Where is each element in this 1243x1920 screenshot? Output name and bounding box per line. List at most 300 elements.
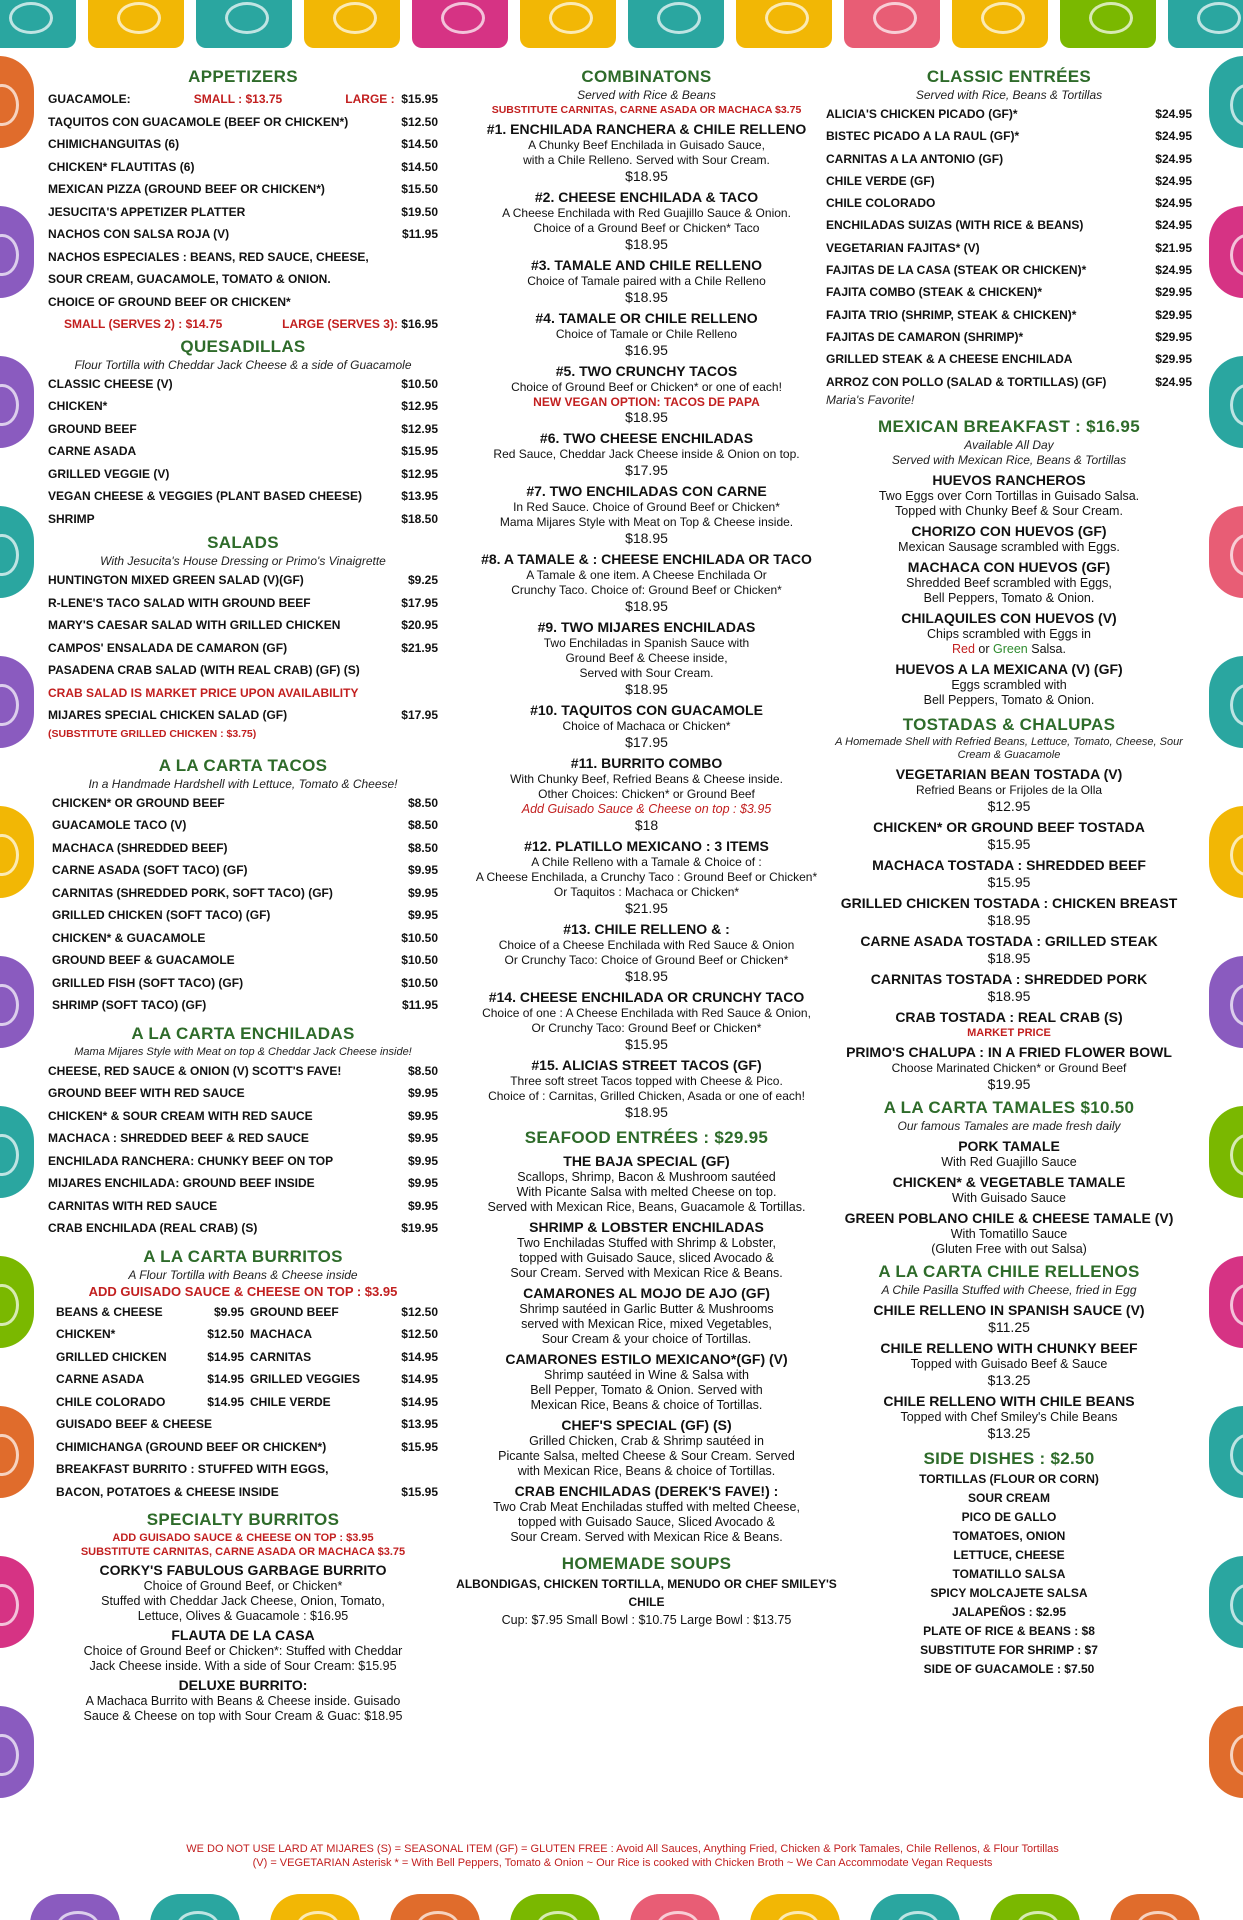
chile-rellenos-section: [826, 1261, 1192, 1442]
item-title: MACHACA CON HUEVOS (GF): [907, 558, 1111, 575]
item-description: A Chile Relleno with a Tamale & Choice of :: [531, 855, 762, 869]
tostadas-subtitle: A Homemade Shell with Refried Beans, Lettuce, Tomato, Cheese, Sour Cream & Guacamole: [835, 735, 1183, 761]
breakfast-sub-1: Available All Day: [964, 437, 1054, 452]
menu-item-row: [48, 201, 438, 224]
nachos-line-3: CHOICE OF GROUND BEEF OR CHICKEN*: [48, 294, 291, 309]
menu-item-row: [826, 192, 1192, 214]
burritos-list: [48, 1413, 438, 1503]
item-name: ENCHILADA RANCHERA: CHUNKY BEEF ON TOP: [48, 1153, 334, 1168]
item-description: Served with Mexican Rice, Beans, Guacamole & Tortillas.: [487, 1200, 806, 1214]
item-description: Sour Cream & your choice of Tortillas.: [541, 1332, 752, 1346]
item-description: Choice of Ground Beef or Chicken*: Stuffed with Cheddar: [83, 1644, 403, 1658]
tostadas-list: [826, 765, 1192, 1093]
enchiladas-list: [48, 1060, 438, 1240]
menu-item-row: [48, 133, 438, 156]
nachos-sizes-row: [48, 313, 438, 336]
classic-entrees-section: [826, 66, 1192, 408]
menu-item-block: [826, 894, 1192, 929]
menu-item-row: [52, 994, 438, 1017]
item-name: CARNITAS WITH RED SAUCE: [48, 1198, 218, 1213]
item-description: Lettuce, Olives & Guacamole : $16.95: [137, 1609, 349, 1623]
menu-item-row: [48, 1150, 438, 1173]
seafood-list: [444, 1152, 849, 1545]
sides-list: [826, 1470, 1192, 1679]
item-price: $29.95: [1155, 352, 1192, 367]
item-title: #8. A TAMALE & : CHEESE ENCHILADA OR TACO: [481, 551, 812, 567]
specialty-note-1: ADD GUISADO SAUCE & CHEESE ON TOP : $3.95: [112, 1532, 374, 1544]
menu-item-row: [52, 814, 438, 837]
item-description: Mama Mijares Style with Meat on Top & Cheese inside.: [499, 515, 794, 529]
menu-item-block: [444, 1152, 849, 1215]
menu-item-block: [826, 660, 1192, 708]
item-name: HUNTINGTON MIXED GREEN SALAD (V)(GF): [48, 573, 304, 587]
item-price: $9.95: [407, 1198, 438, 1213]
menu-item-block: [826, 1392, 1192, 1442]
item-price: $13.25: [987, 1424, 1031, 1441]
item-price: $18.95: [625, 168, 668, 184]
item-price: $20.95: [401, 618, 438, 632]
item-title: #15. ALICIAS STREET TACOS (GF): [531, 1057, 762, 1073]
item-title: CHILE RELLENO WITH CHILE BEANS: [883, 1392, 1135, 1409]
salsa-choice: [826, 642, 1192, 657]
item-name: CHICKEN*: [48, 399, 108, 413]
specialty-note-2: SUBSTITUTE CARNITAS, CARNE ASADA OR MACHACA $3.75: [80, 1546, 406, 1558]
menu-item-row: [48, 569, 438, 592]
menu-item-block: [444, 309, 849, 359]
item-description: Refried Beans or Frijoles de la Olla: [915, 782, 1103, 797]
item-title: GREEN POBLANO CHILE & CHEESE TAMALE (V): [844, 1209, 1174, 1226]
side-dish-item: JALAPEÑOS : $2.95: [951, 1604, 1067, 1619]
menu-item-row: [48, 111, 438, 134]
market-price: MARKET PRICE: [967, 1026, 1051, 1039]
item-title: HUEVOS RANCHEROS: [932, 471, 1086, 488]
burrito-name: CARNE ASADA: [56, 1372, 145, 1386]
item-title: PORK TAMALE: [958, 1137, 1060, 1154]
classic-list: [826, 103, 1192, 393]
specialty-heading: SPECIALTY BURRITOS: [146, 1510, 340, 1529]
item-price: $29.95: [1155, 285, 1192, 300]
rellenos-list: [826, 1301, 1192, 1442]
menu-item-block: [444, 1350, 849, 1413]
item-title: CRAB TOSTADA : REAL CRAB (S): [895, 1008, 1123, 1025]
papel-picado-right-border: [1199, 56, 1243, 1886]
item-title: CAMARONES ESTILO MEXICANO*(GF) (V): [505, 1351, 788, 1367]
item-price: $12.95: [401, 421, 438, 436]
item-description: A Tamale & one item. A Cheese Enchilada Or: [526, 568, 767, 582]
item-title: CHILE RELLENO IN SPANISH SAUCE (V): [873, 1301, 1145, 1318]
item-price: $9.95: [407, 1153, 438, 1168]
burrito-name: BEANS & CHEESE: [56, 1304, 163, 1319]
item-description: With Chunky Beef, Refried Beans & Cheese inside.: [510, 772, 783, 786]
combinations-subtitle: Served with Rice & Beans: [577, 88, 716, 102]
menu-item-row: [826, 304, 1192, 326]
item-price: $18.95: [625, 598, 668, 614]
papel-picado-left-border: [0, 56, 44, 1886]
menu-item-row: [52, 859, 438, 882]
item-price: $24.95: [1155, 196, 1192, 211]
item-description: Choice of : Carnitas, Grilled Chicken, Asada or one of each!: [488, 1089, 805, 1103]
item-title: CAMARONES AL MOJO DE AJO (GF): [523, 1285, 770, 1301]
menu-item-block: [826, 1043, 1192, 1093]
item-title: #12. PLATILLO MEXICANO : 3 ITEMS: [524, 838, 769, 854]
item-description: topped with Guisado Sauce, sliced Avocado &: [519, 1251, 774, 1265]
item-name: CARNITAS (SHREDDED PORK, SOFT TACO) (GF): [52, 885, 333, 900]
item-title: #1. ENCHILADA RANCHERA & CHILE RELLENO: [486, 121, 807, 137]
nachos-line-2: SOUR CREAM, GUACAMOLE, TOMATO & ONION.: [48, 272, 331, 286]
item-title: #9. TWO MIJARES ENCHILADAS: [537, 619, 756, 635]
menu-item-block: [444, 120, 849, 185]
menu-item-row: [52, 949, 438, 972]
item-description: Sour Cream. Served with Mexican Rice & Beans.: [510, 1266, 783, 1280]
item-price: $18.95: [625, 409, 668, 425]
menu-column-right: [826, 66, 1192, 1679]
item-name: GUACAMOLE TACO (V): [52, 818, 187, 832]
item-title: CARNE ASADA TOSTADA : GRILLED STEAK: [860, 932, 1158, 949]
item-description: topped with Guisado Sauce, Sliced Avocado &: [518, 1515, 775, 1529]
item-description: Jack Cheese inside. With a side of Sour Cream: $15.95: [89, 1659, 397, 1673]
item-description: Two Crab Meat Enchiladas stuffed with melted Cheese,: [493, 1500, 800, 1514]
item-price: $24.95: [1155, 263, 1192, 278]
item-price: $10.50: [401, 376, 438, 391]
side-dish-item: TOMATILLO SALSA: [952, 1566, 1066, 1581]
item-name: CHILE COLORADO: [826, 196, 936, 211]
menu-item-block: [826, 558, 1192, 606]
item-price: $9.95: [407, 1131, 438, 1145]
classic-subtitle: Served with Rice, Beans & Tortillas: [915, 88, 1103, 102]
item-name: NACHOS CON SALSA ROJA (V): [48, 227, 230, 241]
item-name: CHEESE, RED SAUCE & ONION (V) SCOTT'S FAVE!: [48, 1063, 342, 1078]
item-title: CHORIZO CON HUEVOS (GF): [911, 522, 1107, 539]
tostadas-section: [826, 714, 1192, 1093]
appetizers-section: [48, 66, 438, 336]
item-price: $16.95: [625, 342, 668, 358]
item-title: CARNITAS TOSTADA : SHREDDED PORK: [870, 970, 1148, 987]
burrito-price: $14.95: [401, 1349, 438, 1364]
menu-footer: [80, 1842, 1165, 1870]
burrito-price: $14.95: [207, 1372, 244, 1386]
item-name: JESUCITA'S APPETIZER PLATTER: [48, 204, 246, 219]
item-description: Shrimp sautéed in Garlic Butter & Mushrooms: [519, 1302, 774, 1316]
substitute-chicken-note: (SUBSTITUTE GRILLED CHICKEN : $3.75): [48, 727, 257, 740]
item-price: $18.95: [625, 236, 668, 252]
item-description: With Red Guajillo Sauce: [941, 1154, 1077, 1169]
item-name: GROUND BEEF WITH RED SAUCE: [48, 1086, 245, 1100]
item-title: #13. CHILE RELLENO & :: [563, 921, 730, 937]
item-description: with Mexican Rice, Beans & choice of Tortillas.: [517, 1464, 776, 1478]
item-price: $18.95: [625, 289, 668, 305]
menu-item-block: [444, 618, 849, 698]
red-salsa: Red: [952, 641, 975, 656]
item-description: Topped with Chunky Beef & Sour Cream.: [895, 503, 1123, 518]
soups-prices: Cup: $7.95 Small Bowl : $10.75 Large Bowl : $13.75: [501, 1613, 792, 1627]
item-name: ARROZ CON POLLO (SALAD & TORTILLAS) (GF): [826, 374, 1107, 389]
menu-item-block: [826, 932, 1192, 967]
menu-item-row: [48, 395, 438, 418]
item-name: GROUND BEEF & GUACAMOLE: [52, 953, 235, 967]
item-name: CAMPOS' ENSALADA DE CAMARON (GF): [48, 640, 288, 655]
item-description: A Cheese Enchilada, a Crunchy Taco : Ground Beef or Chicken*: [475, 870, 818, 884]
item-price: $18.50: [401, 511, 438, 526]
item-name: VEGAN CHEESE & VEGGIES (PLANT BASED CHEESE): [48, 489, 363, 503]
item-price: $8.50: [407, 795, 438, 810]
menu-item-block: [444, 988, 849, 1053]
menu-item-row: [48, 1105, 438, 1128]
menu-item-block: [48, 1626, 438, 1674]
item-description: Shrimp sautéed in Wine & Salsa with: [544, 1368, 749, 1382]
item-description: Three soft street Tacos topped with Cheese & Pico.: [510, 1074, 783, 1088]
item-price: $11.95: [401, 998, 438, 1012]
item-price: $15.95: [987, 835, 1031, 852]
or-text: or: [974, 641, 994, 656]
item-description: Picante Salsa, melted Cheese & Sour Cream. Served: [498, 1449, 795, 1463]
item-price: $12.50: [401, 114, 438, 129]
menu-item-block: [444, 920, 849, 985]
menu-item-row: [826, 170, 1192, 192]
guac-large-label: LARGE :: [345, 92, 395, 106]
item-description: Or Crunchy Taco: Ground Beef or Chicken*: [531, 1021, 762, 1035]
menu-item-block: [444, 550, 849, 615]
menu-item-block: [826, 765, 1192, 815]
burritos-subtitle: A Flour Tortilla with Beans & Cheese inside: [128, 1267, 358, 1282]
item-description: Grilled Chicken, Crab & Shrimp sautéed in: [529, 1434, 764, 1448]
menu-item-row: [48, 659, 438, 682]
item-name: FAJITA TRIO (SHRIMP, STEAK & CHICKEN)*: [826, 307, 1077, 322]
item-name: ENCHILADAS SUIZAS (WITH RICE & BEANS): [826, 218, 1084, 233]
item-description: Two Enchiladas in Spanish Sauce with: [543, 636, 750, 650]
item-name: CARNE ASADA (SOFT TACO) (GF): [52, 863, 248, 877]
menu-column-middle: [444, 66, 849, 1629]
item-price: $24.95: [1155, 218, 1192, 233]
item-description: Choice of a Cheese Enchilada with Red Sauce & Onion: [498, 938, 795, 952]
item-title: #6. TWO CHEESE ENCHILADAS: [539, 430, 754, 446]
item-price: $9.95: [407, 863, 438, 877]
green-salsa: Green: [993, 641, 1028, 656]
item-description: Or Crunchy Taco: Choice of Ground Beef or Chicken*: [504, 953, 789, 967]
menu-item-row: [48, 1060, 438, 1083]
item-name: TAQUITOS CON GUACAMOLE (BEEF OR CHICKEN*): [48, 114, 349, 129]
item-price: $13.95: [401, 1417, 438, 1431]
item-description: Red Sauce, Cheddar Jack Cheese inside & Onion on top.: [493, 447, 800, 461]
menu-item-row: [48, 508, 438, 531]
burrito-name: CHILE COLORADO: [56, 1394, 166, 1409]
enchiladas-section: [48, 1023, 438, 1240]
menu-item-row: [48, 485, 438, 508]
item-price: $17.95: [625, 734, 668, 750]
item-title: CRAB ENCHILADAS (DEREK'S FAVE!) :: [514, 1483, 779, 1499]
item-name: GROUND BEEF: [48, 421, 137, 436]
item-name: CHIMICHANGA (GROUND BEEF OR CHICKEN*): [56, 1439, 327, 1454]
item-name: GUISADO BEEF & CHEESE: [56, 1417, 213, 1431]
item-price: $21.95: [625, 900, 668, 916]
item-title: FLAUTA DE LA CASA: [171, 1627, 315, 1643]
item-description: with a Chile Relleno. Served with Sour Cream.: [523, 153, 770, 167]
burrito-price: $14.95: [401, 1394, 438, 1409]
item-title: #2. CHEESE ENCHILADA & TACO: [534, 189, 759, 205]
item-name: CLASSIC CHEESE (V): [48, 376, 173, 391]
item-price: $15.95: [401, 1484, 438, 1499]
burritos-grid: [48, 1301, 438, 1414]
item-name: CARNITAS A LA ANTONIO (GF): [826, 151, 1004, 166]
menu-item-row: [826, 237, 1192, 259]
combinations-note: SUBSTITUTE CARNITAS, CARNE ASADA OR MACHACA $3.75: [491, 104, 802, 116]
item-price: $18.95: [625, 968, 668, 984]
item-description: Choice of Ground Beef or Chicken* or one of each!: [511, 380, 782, 394]
item-name: GUACAMOLE:: [48, 92, 131, 106]
item-description: Chips scrambled with Eggs in: [927, 626, 1091, 641]
item-title: PRIMO'S CHALUPA : IN A FRIED FLOWER BOWL: [846, 1043, 1172, 1060]
menu-item-block: [444, 1056, 849, 1121]
item-description: Ground Beef & Cheese inside,: [565, 651, 728, 665]
item-price: $15.95: [401, 444, 438, 458]
item-title: #10. TAQUITOS CON GUACAMOLE: [530, 702, 763, 718]
item-title: #14. CHEESE ENCHILADA OR CRUNCHY TACO: [488, 989, 805, 1005]
breakfast-heading: MEXICAN BREAKFAST : $16.95: [878, 416, 1140, 436]
item-price: $10.50: [401, 975, 438, 990]
menu-item-row: [826, 148, 1192, 170]
item-name: ALICIA'S CHICKEN PICADO (GF)*: [826, 107, 1018, 121]
item-title: SHRIMP & LOBSTER ENCHILADAS: [529, 1219, 764, 1235]
item-name: VEGETARIAN FAJITAS* (V): [826, 240, 980, 255]
burrito-name: CHILE VERDE: [250, 1394, 331, 1409]
menu-item-block: [444, 429, 849, 479]
appetizers-list: [48, 111, 438, 246]
item-title: #7. TWO ENCHILADAS CON CARNE: [526, 483, 767, 499]
item-description: Choice of one : A Cheese Enchilada with Red Sauce & Onion,: [482, 1006, 811, 1020]
side-dish-item: TOMATOES, ONION: [952, 1528, 1066, 1543]
menu-item-row: [826, 371, 1192, 393]
item-price: $12.95: [987, 797, 1031, 814]
menu-item-row: [48, 1195, 438, 1218]
burrito-price: $12.50: [207, 1327, 244, 1341]
tamales-subtitle: Our famous Tamales are made fresh daily: [897, 1118, 1121, 1133]
item-price: $19.95: [987, 1075, 1031, 1092]
enchiladas-subtitle: Mama Mijares Style with Meat on top & Cheddar Jack Cheese inside!: [74, 1045, 412, 1058]
item-title: CHICKEN* & VEGETABLE TAMALE: [892, 1173, 1126, 1190]
tacos-section: [48, 755, 438, 1017]
item-price: $19.50: [401, 204, 438, 219]
tamales-section: [826, 1097, 1192, 1257]
menu-item-row: [826, 214, 1192, 236]
item-title: CHILAQUILES CON HUEVOS (V): [901, 609, 1117, 626]
item-title: #11. BURRITO COMBO: [570, 755, 723, 771]
item-title: VEGETARIAN BEAN TOSTADA (V): [895, 765, 1123, 782]
item-description: Choice of Ground Beef, or Chicken*: [143, 1579, 343, 1593]
item-description: Sauce & Cheese on top with Sour Cream & Guac: $18.95: [83, 1709, 403, 1723]
menu-item-block: [826, 1301, 1192, 1336]
menu-item-row: [56, 1458, 438, 1481]
item-title: GRILLED CHICKEN TOSTADA : CHICKEN BREAST: [840, 894, 1178, 911]
menu-item-row: [52, 882, 438, 905]
menu-item-block: [826, 1209, 1192, 1257]
side-dish-item: PICO DE GALLO: [961, 1509, 1057, 1524]
burrito-price: $9.95: [213, 1304, 244, 1319]
item-description: Choose Marinated Chicken* or Ground Beef: [891, 1060, 1127, 1075]
item-description: Choice of Machaca or Chicken*: [562, 719, 731, 733]
menu-item-row: [52, 837, 438, 860]
item-name: MEXICAN PIZZA (GROUND BEEF OR CHICKEN*): [48, 182, 325, 196]
item-name: GRILLED FISH (SOFT TACO) (GF): [52, 975, 244, 990]
item-price: $18.95: [987, 911, 1031, 928]
soups-list: ALBONDIGAS, CHICKEN TORTILLA, MENUDO OR CHEF SMILEY'S CHILE: [456, 1577, 837, 1609]
burrito-price: $12.50: [401, 1327, 438, 1341]
item-price: $18.95: [987, 949, 1031, 966]
side-dish-item: SPICY MOLCAJETE SALSA: [930, 1585, 1088, 1600]
item-name: GRILLED VEGGIE (V): [48, 466, 170, 481]
burrito-name: CHICKEN*: [56, 1327, 116, 1341]
menu-item-row: [48, 592, 438, 615]
item-description: Scallops, Shrimp, Bacon & Mushroom sautéed: [517, 1170, 776, 1184]
item-description: Choice of a Ground Beef or Chicken* Taco: [533, 221, 760, 235]
guac-small-price: SMALL : $13.75: [193, 92, 283, 106]
item-price: $15.95: [987, 873, 1031, 890]
item-description: Two Eggs over Corn Tortillas in Guisado Salsa.: [878, 488, 1140, 503]
item-name: GRILLED STEAK & A CHEESE ENCHILADA: [826, 352, 1073, 367]
item-name: MACHACA (SHREDDED BEEF): [52, 840, 228, 855]
burrito-price: $14.95: [207, 1349, 244, 1364]
item-name: CHILE VERDE (GF): [826, 173, 935, 188]
menu-item-row: [826, 125, 1192, 147]
item-name: MARY'S CAESAR SALAD WITH GRILLED CHICKEN: [48, 618, 341, 632]
salads-list: [48, 569, 438, 682]
item-description: Served with Sour Cream.: [579, 666, 714, 680]
item-price: $11.95: [401, 227, 438, 241]
item-description: A Machaca Burrito with Beans & Cheese inside. Guisado: [85, 1694, 401, 1708]
menu-item-row: [48, 1082, 438, 1105]
item-title: MACHACA TOSTADA : SHREDDED BEEF: [872, 856, 1146, 873]
menu-item-block: [444, 1218, 849, 1281]
enchiladas-heading: A LA CARTA ENCHILADAS: [131, 1023, 355, 1043]
item-description: Mexican Sausage scrambled with Eggs.: [898, 539, 1120, 554]
item-price: $24.95: [1155, 151, 1192, 166]
item-name: CHICKEN* FLAUTITAS (6): [48, 159, 195, 174]
item-description: Topped with Chef Smiley's Chile Beans: [900, 1409, 1118, 1424]
menu-item-row: [826, 281, 1192, 303]
menu-item-block: [444, 256, 849, 306]
burrito-name: GROUND BEEF: [250, 1304, 339, 1319]
item-description: With Tomatillo Sauce: [950, 1226, 1068, 1241]
item-price: $29.95: [1155, 307, 1192, 322]
item-name: SHRIMP (SOFT TACO) (GF): [52, 998, 207, 1012]
soups-heading: HOMEMADE SOUPS: [561, 1554, 732, 1573]
salads-section: [48, 532, 438, 741]
menu-item-row: [48, 614, 438, 637]
item-description: Bell Pepper, Tomato & Onion. Served with: [530, 1383, 763, 1397]
menu-item-block: [444, 837, 849, 917]
marias-favorite: Maria's Favorite!: [826, 392, 915, 407]
item-title: #3. TAMALE AND CHILE RELLENO: [530, 257, 762, 273]
item-description: In Red Sauce. Choice of Ground Beef or Chicken*: [513, 500, 780, 514]
item-price: $21.95: [1155, 240, 1192, 255]
menu-item-row: [826, 259, 1192, 281]
item-description: served with Mexican Rice, mixed Vegetables,: [521, 1317, 772, 1331]
menu-item-block: [444, 1416, 849, 1479]
menu-item-row: [52, 927, 438, 950]
item-price: $10.50: [401, 953, 438, 967]
papel-picado-bottom-border: [0, 1886, 1243, 1920]
item-price: $18.95: [625, 530, 668, 546]
burrito-name: CARNITAS: [250, 1349, 312, 1364]
breakfast-list: [826, 471, 1192, 708]
item-description: Other Choices: Chicken* or Ground Beef: [538, 787, 755, 801]
item-title: #5. TWO CRUNCHY TACOS: [555, 363, 738, 379]
item-description: (Gluten Free with out Salsa): [931, 1241, 1087, 1256]
burritos-heading: A LA CARTA BURRITOS: [143, 1246, 343, 1266]
menu-item-block: [826, 1173, 1192, 1206]
menu-column-left: [48, 66, 438, 1724]
burrito-price: $14.95: [207, 1394, 244, 1409]
seafood-section: [444, 1127, 849, 1545]
menu-item-block: [826, 856, 1192, 891]
